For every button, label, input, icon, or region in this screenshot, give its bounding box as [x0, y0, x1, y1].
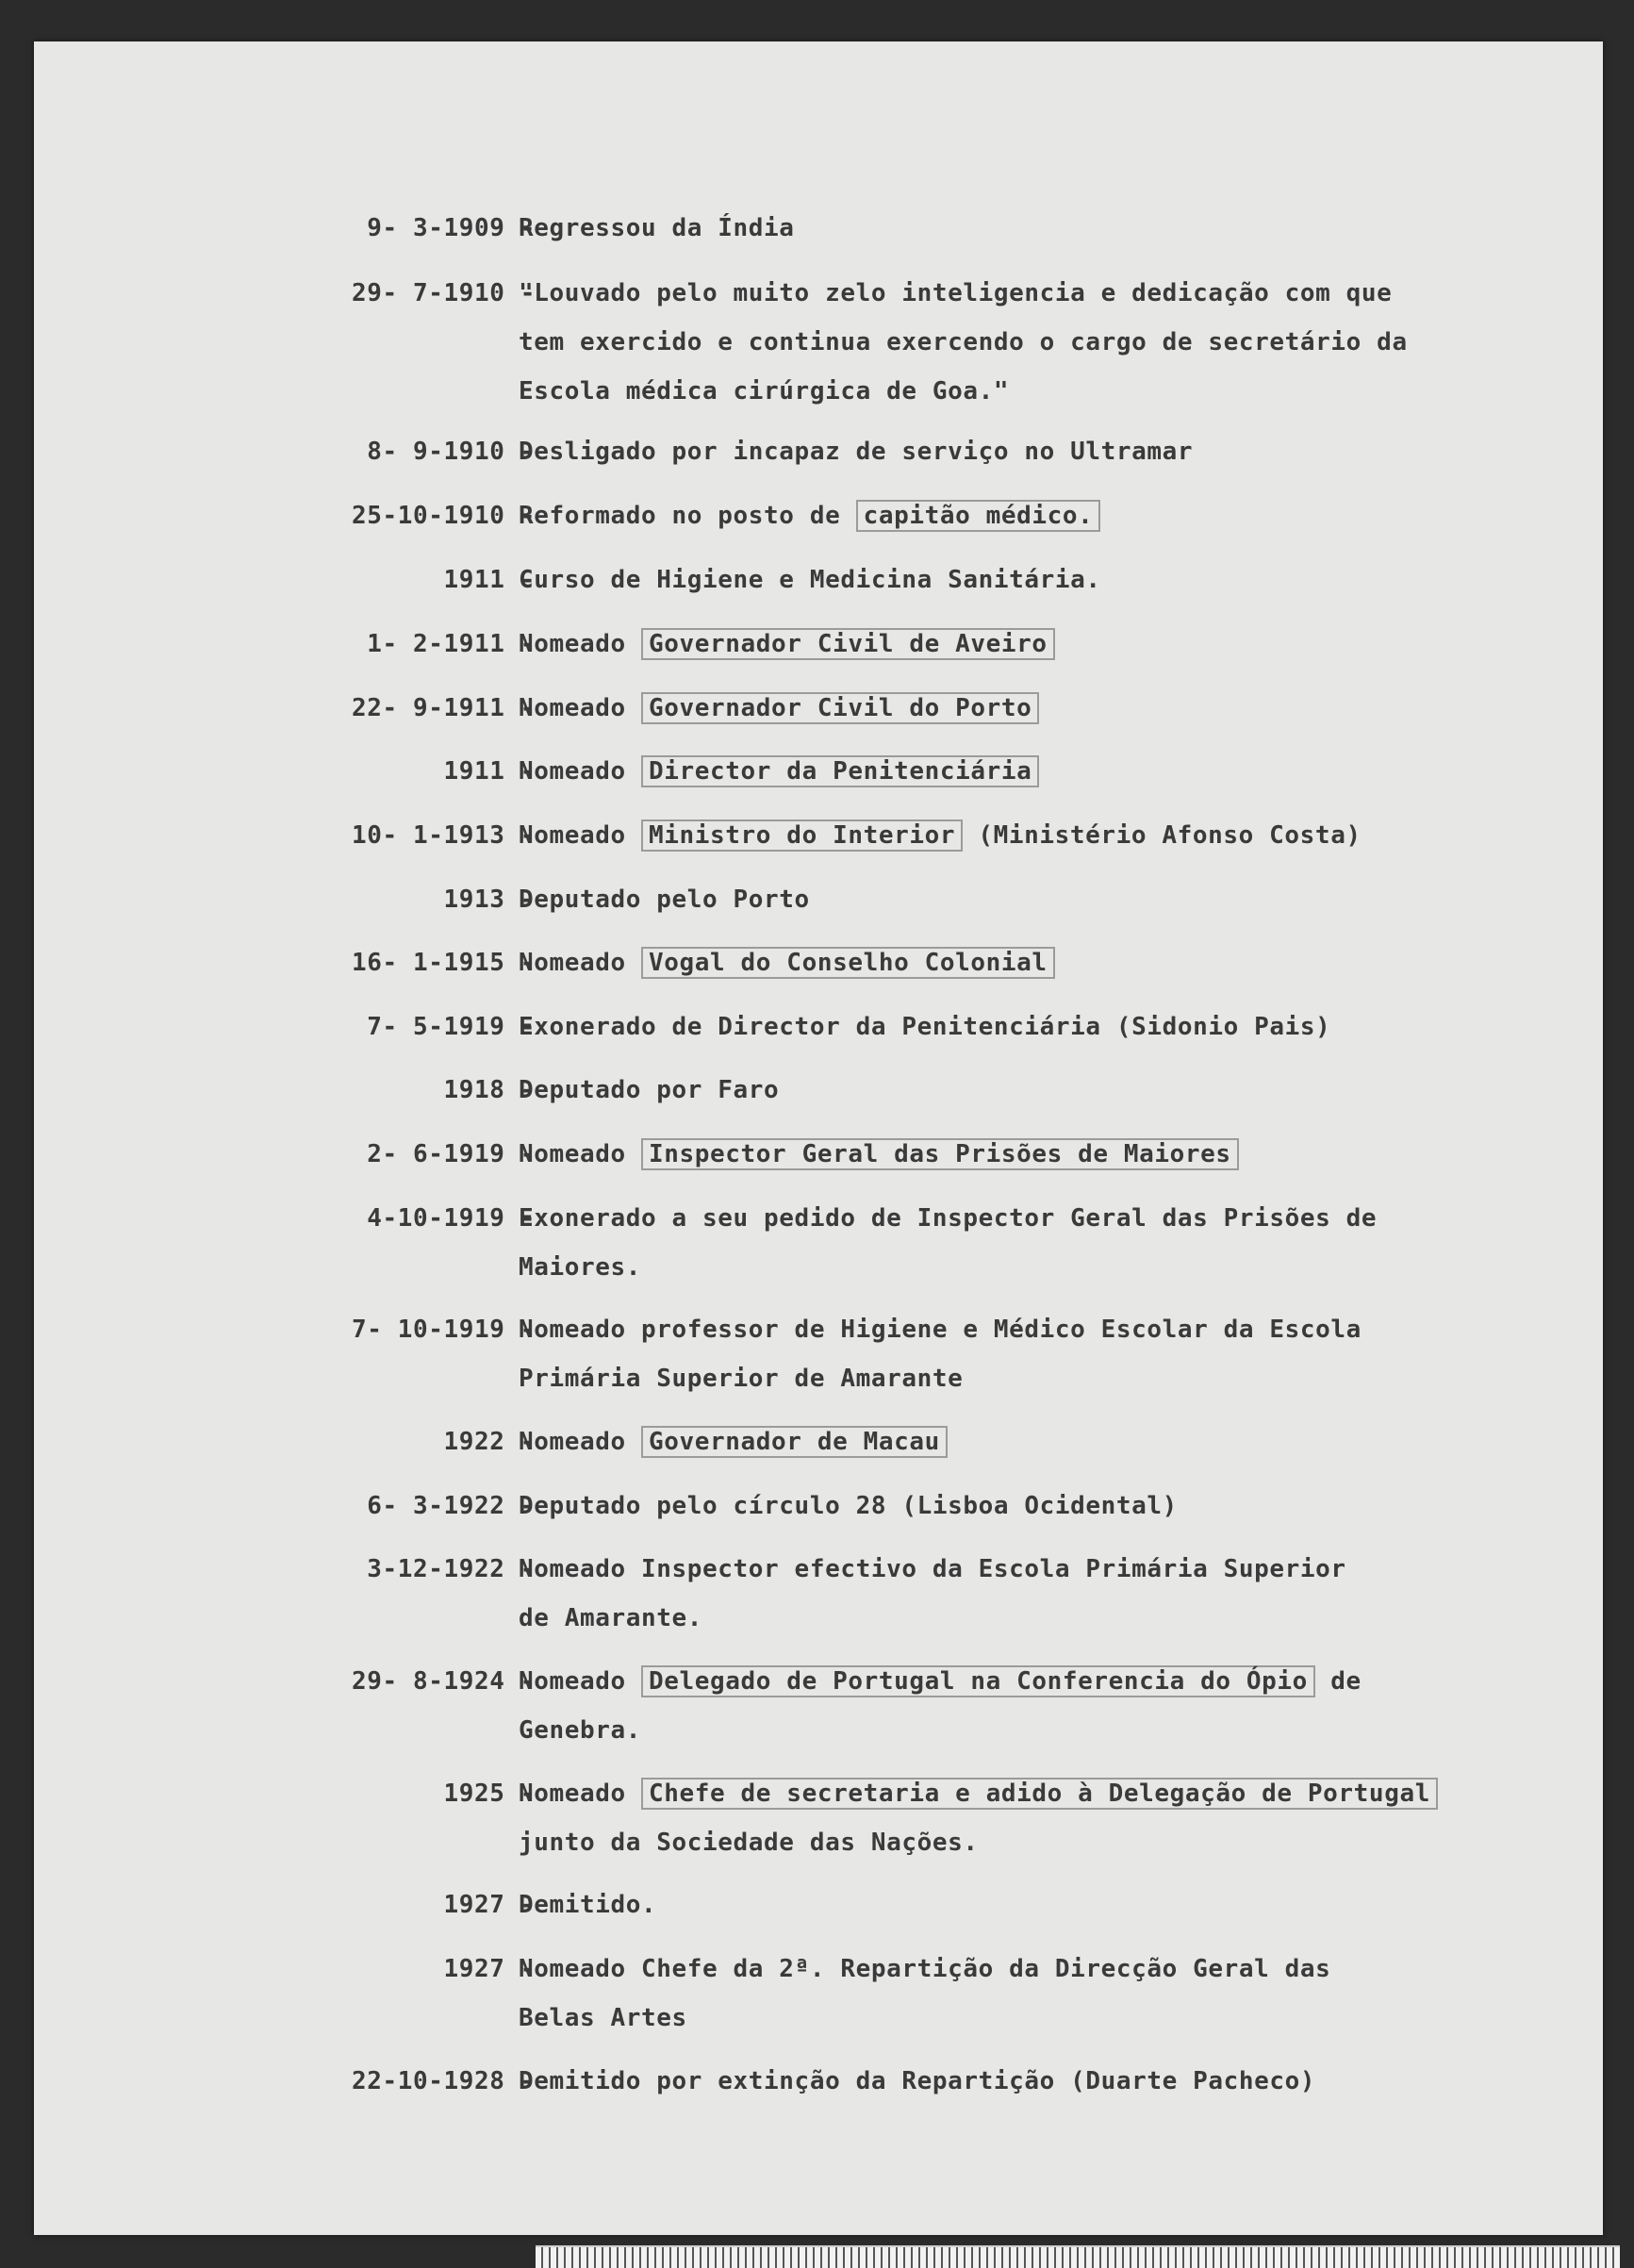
entry-date: 25-10-1910 -	[351, 502, 536, 530]
entry-date: 1- 2-1911 -	[367, 630, 536, 658]
entry-text-lead: Nomeado	[519, 630, 642, 658]
entry-date: 7- 5-1919 -	[367, 1013, 536, 1041]
entry-date: 1927 -	[443, 1891, 536, 1919]
entry-date: 8- 9-1910 -	[367, 438, 536, 466]
entry-text: Exonerado de Director da Penitenciária (Sidonio Pais)	[519, 1013, 1331, 1041]
entry-text: Desligado por incapaz de serviço no Ultramar	[519, 438, 1194, 466]
entry-text-lead: Nomeado	[519, 1140, 642, 1168]
entry-text	[519, 620, 1565, 669]
entry-text: Nomeado Inspector efectivo da Escola Primária Superior de Amarante.	[519, 1555, 1346, 1632]
entry-date: 6- 3-1922 -	[367, 1492, 536, 1520]
entry-text-lead: Nomeado	[519, 1667, 642, 1696]
entry-text	[519, 684, 1565, 733]
entry-date: 16- 1-1915 -	[351, 949, 536, 977]
entry-date: 1918 -	[443, 1076, 536, 1104]
entry-text-tail: (Ministério Afonso Costa)	[963, 821, 1362, 850]
entry-text-lead: Nomeado	[519, 1428, 642, 1456]
entry-text: Curso de Higiene e Medicina Sanitária.	[519, 566, 1101, 594]
highlighted-office: capitão médico.	[856, 500, 1101, 532]
entry-text	[519, 1417, 1565, 1466]
entry-text	[519, 1657, 1565, 1755]
entry-text: Exonerado a seu pedido de Inspector Geral das Prisões de Maiores.	[519, 1204, 1378, 1282]
entry-date: 29- 8-1924 -	[351, 1667, 536, 1696]
entry-date: 29- 7-1910 -	[351, 279, 536, 307]
entry-date: 1925 -	[443, 1780, 536, 1808]
entry-text: Demitido.	[519, 1891, 657, 1919]
entry-text: "Louvado pelo muito zelo inteligencia e dedicação com que tem exercido e continua exercendo o cargo de secretário da Escola médica cirúrgica de Goa."	[519, 279, 1408, 406]
highlighted-office: Delegado de Portugal na Conferencia do Ópio	[641, 1665, 1315, 1697]
entry-date: 10- 1-1913 -	[351, 821, 536, 850]
entry-text-lead: Nomeado	[519, 949, 642, 977]
entry-text: Nomeado Chefe da 2ª. Repartição da Direcção Geral das Belas Artes	[519, 1955, 1331, 2032]
entry-text	[519, 747, 1565, 796]
entry-date: 1911 -	[443, 757, 536, 786]
entry-text	[519, 1130, 1565, 1179]
entry-date: 4-10-1919 -	[367, 1204, 536, 1233]
entry-text-lead: Reformado no posto de	[519, 502, 856, 530]
entry-text	[519, 491, 1565, 540]
highlighted-office: Director da Penitenciária	[641, 755, 1039, 787]
entry-date: 1927 -	[443, 1955, 536, 1983]
highlighted-office: Chefe de secretaria e adido à Delegação de Portugal	[641, 1778, 1438, 1810]
entry-text: Deputado pelo Porto	[519, 886, 810, 914]
entry-text-lead: Nomeado	[519, 1780, 642, 1808]
entry-date: 2- 6-1919 -	[367, 1140, 536, 1168]
highlighted-office: Ministro do Interior	[641, 819, 963, 852]
entry-date: 1913 -	[443, 886, 536, 914]
entry-text-lead: Nomeado	[519, 694, 642, 722]
highlighted-office: Vogal do Conselho Colonial	[641, 947, 1055, 979]
entry-date: 7- 10-1919 -	[351, 1316, 536, 1344]
entry-text	[519, 1769, 1565, 1867]
entry-date: 3-12-1922 -	[367, 1555, 536, 1583]
entry-text: Demitido por extinção da Repartição (Duarte Pacheco)	[519, 2067, 1316, 2095]
entry-text: Nomeado professor de Higiene e Médico Escolar da Escola Primária Superior de Amarante	[519, 1316, 1362, 1393]
highlighted-office: Governador Civil de Aveiro	[641, 628, 1055, 660]
entry-date: 22-10-1928 -	[351, 2067, 536, 2095]
highlighted-office: Inspector Geral das Prisões de Maiores	[641, 1138, 1239, 1170]
entry-date: 22- 9-1911 -	[351, 694, 536, 722]
entry-text: Regressou da Índia	[519, 214, 795, 242]
highlighted-office: Governador de Macau	[641, 1426, 948, 1458]
entry-text-lead: Nomeado	[519, 821, 642, 850]
entry-text: Deputado por Faro	[519, 1076, 780, 1104]
highlighted-office: Governador Civil do Porto	[641, 692, 1039, 724]
entry-text-lead: Nomeado	[519, 757, 642, 786]
entry-text	[519, 938, 1565, 987]
entry-text	[519, 811, 1565, 860]
entry-date: 9- 3-1909 -	[367, 214, 536, 242]
entry-date: 1911 -	[443, 566, 536, 594]
entry-date: 1922 -	[443, 1428, 536, 1456]
entry-text-tail: de Genebra.	[519, 1667, 1362, 1745]
entry-text-tail: junto da Sociedade das Nações.	[519, 1829, 979, 1857]
entry-text: Deputado pelo círculo 28 (Lisboa Ocidental)	[519, 1492, 1178, 1520]
